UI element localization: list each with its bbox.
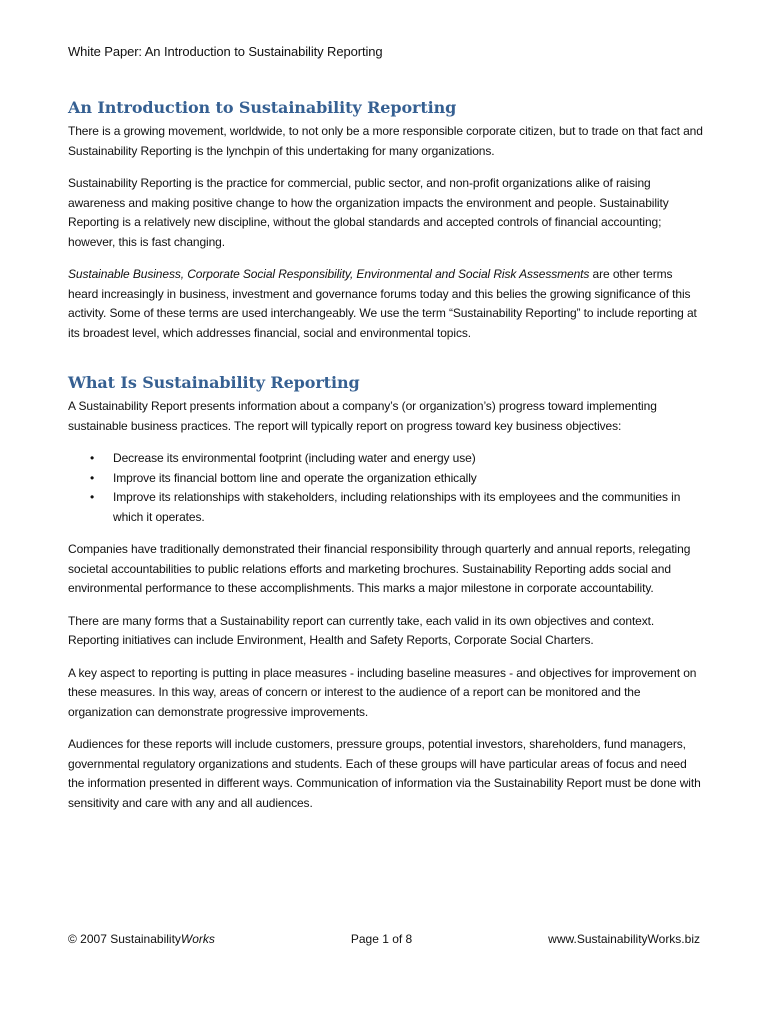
paragraph-companies: Companies have traditionally demonstrated their financial responsibility through quarterly and annual reports, relegating societal accountabilities to public relations efforts and marketing brochures. Sustainability Reporting adds social and environmental performance to these accomplishments. This marks a major milestone in corporate accountability. [68,542,691,595]
brand-works-text: Works [180,932,215,946]
page-footer [68,932,700,946]
paragraph-report-presents: A Sustainability Report presents information about a company’s (or organization’s) progress toward implementing sustainable business practices. The report will typically report on progress toward key business objectives: [68,399,657,433]
paragraph-growing-movement: There is a growing movement, worldwide, to not only be a more responsible corporate citizen, but to trade on that fact and Sustainability Reporting is the lynchpin of this undertaking for many organizations. [68,124,703,158]
page-number: Page 1 of 8 [350,932,413,946]
italic-terms: Sustainable Business, Corporate Social Responsibility, Environmental and Social Risk Assessments [68,267,590,281]
paragraph-other-terms-rest: are other terms heard increasingly in business, investment and governance forums today and this belies the growing significance of this activity. Some of these terms are used interchangeably. We use the term “Sustainability Reporting” to include reporting at its broadest level, which addresses financial, social and environmental topics. [68,267,697,340]
list-item-text: Decrease its environmental footprint (including water and energy use) [113,451,476,465]
list-item-text: Improve its financial bottom line and operate the organization ethically [113,470,477,485]
paragraph-measures: A key aspect to reporting is putting in place measures - including baseline measures - and objectives for improvement on these measures. In this way, areas of concern or interest to the audience of a report can be monitored and the organization can demonstrate progressive improvements. [68,665,697,719]
objectives-list [68,449,704,527]
paragraph-audiences: Audiences for these reports will include customers, pressure groups, potential investors, shareholders, fund managers, governmental regulatory organizations and students. Each of these groups will have particular areas of focus and need the information presented in different ways. Communication of information via the Sustainability Report must be done with sensitivity and care with any and all audiences. [68,737,701,810]
running-header: White Paper: An Introduction to Sustainability Reporting [68,44,383,59]
footer-copyright [68,932,215,946]
list-item [68,449,704,469]
list-item [68,488,704,527]
list-item [68,469,704,489]
paragraph-other-terms [68,265,704,343]
paragraph-forms: There are many forms that a Sustainability report can currently take, each valid in its own objectives and context. Reporting initiatives can include Environment, Health and Safety Reports, Corporate Social Charters. [68,613,655,647]
bullet-icon: • [90,470,95,485]
page-content [68,96,704,826]
bullet-icon: • [90,490,95,504]
website-text: www.SustainabilityWorks.biz [548,932,700,946]
copyright-text: © 2007 Sustainability [68,932,181,946]
section-heading-what-is: What Is Sustainability Reporting [68,373,360,392]
section-heading-introduction: An Introduction to Sustainability Reporting [68,98,457,117]
bullet-icon: • [90,451,95,465]
list-item-text: Improve its relationships with stakeholders, including relationships with its employees and the communities in which it operates. [113,490,681,524]
paragraph-practice: Sustainability Reporting is the practice for commercial, public sector, and non-profit organizations alike of raising awareness and making positive change to how the organization impacts the environment and people. Sustainability Reporting is a relatively new discipline, without the global standards and accepted controls of financial accounting; however, this is fast changing. [68,176,669,249]
